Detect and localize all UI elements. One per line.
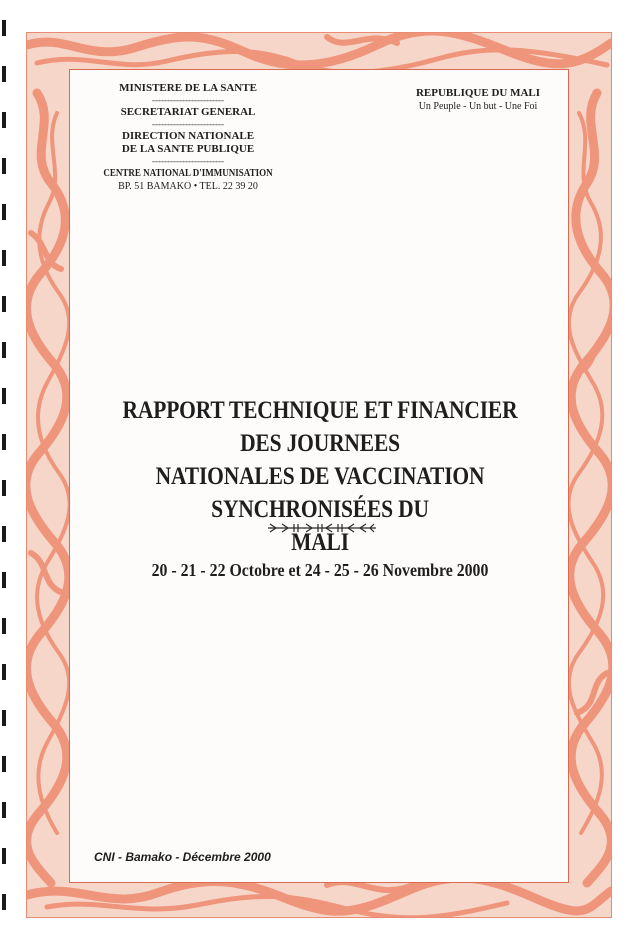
decorative-divider-icon <box>266 522 378 534</box>
content-panel <box>69 69 569 883</box>
secretariat-name: SECRETARIAT GENERAL <box>120 106 256 118</box>
binding-mark <box>2 250 6 266</box>
spiral-binding <box>0 0 14 932</box>
binding-mark <box>2 204 6 220</box>
binding-mark <box>2 756 6 772</box>
publication-footer: CNI - Bamako - Décembre 2000 <box>94 850 271 864</box>
ministry-header <box>88 82 288 193</box>
binding-mark <box>2 342 6 358</box>
binding-mark <box>2 848 6 864</box>
separator: ------------------------ <box>152 156 224 166</box>
binding-mark <box>2 388 6 404</box>
cover-page <box>26 32 612 918</box>
binding-mark <box>2 66 6 82</box>
direction-line-2: DE LA SANTE PUBLIQUE <box>121 143 255 155</box>
binding-mark <box>2 434 6 450</box>
binding-mark <box>2 112 6 128</box>
report-title <box>110 394 530 559</box>
binding-mark <box>2 158 6 174</box>
ministry-name: MINISTERE DE LA SANTE <box>119 82 257 94</box>
centre-name: CENTRE NATIONAL D'IMMUNISATION <box>103 168 273 179</box>
republic-header <box>388 86 568 113</box>
binding-mark <box>2 20 6 36</box>
postal-address: BP. 51 BAMAKO • TEL. 22 39 20 <box>118 181 258 192</box>
binding-mark <box>2 802 6 818</box>
binding-mark <box>2 894 6 910</box>
binding-mark <box>2 526 6 542</box>
direction-line-1: DIRECTION NATIONALE <box>121 130 255 142</box>
republic-name: REPUBLIQUE DU MALI <box>415 87 541 99</box>
separator: ------------------------ <box>152 119 224 129</box>
binding-mark <box>2 618 6 634</box>
national-motto: Un Peuple - Un but - Une Foi <box>418 101 538 112</box>
title-line-2: NATIONALES DE VACCINATION SYNCHRONISÉES DU <box>155 463 485 523</box>
title-line-3: MALI <box>291 529 349 556</box>
title-line-1: RAPPORT TECHNIQUE ET FINANCIER DES JOURNEES <box>122 397 518 457</box>
campaign-dates: 20 - 21 - 22 Octobre et 24 - 25 - 26 Novembre 2000 <box>151 560 489 580</box>
binding-mark <box>2 572 6 588</box>
binding-mark <box>2 480 6 496</box>
separator: ------------------------ <box>152 95 224 105</box>
binding-mark <box>2 710 6 726</box>
binding-mark <box>2 664 6 680</box>
binding-mark <box>2 296 6 312</box>
